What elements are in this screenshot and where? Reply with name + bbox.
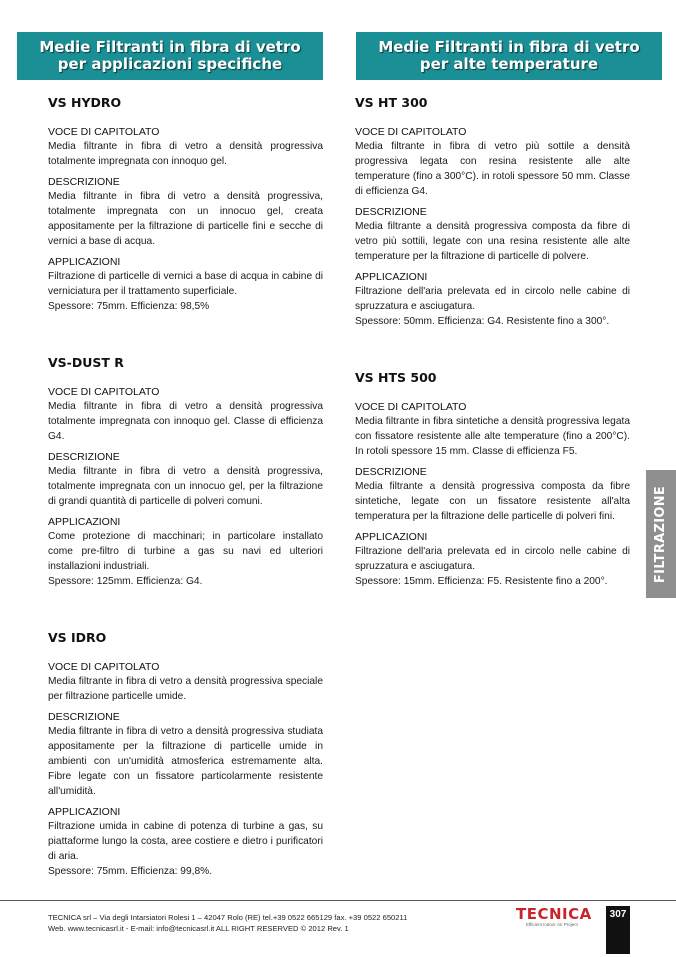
product-vs-ht-300 <box>355 96 630 329</box>
section-body: Media filtrante in fibra di vetro a densità progressiva studiata appositamente per la filtrazione di particelle umide in ambienti con un'umidità atmosferica estremamente alta. Fibre legate con un fissatore particolarmente resistente all'umidità. <box>48 726 323 797</box>
spec-line: Spessore: 125mm. Efficienza: G4. <box>48 576 203 587</box>
footer-contact <box>48 912 407 934</box>
section-heading: VOCE DI CAPITOLATO <box>48 661 160 673</box>
footer-line-address: TECNICA srl – Via degli Intarsiatori Rolesi 1 – 42047 Rolo (RE) tel.+39 0522 665129 fax. +39 0522 650211 <box>48 913 408 922</box>
section-body: Media filtrante in fibra di vetro a densità progressiva totalmente impregnata con innoquo gel. <box>48 141 323 167</box>
banner-left-line1: Medie Filtranti in fibra di vetro <box>39 38 301 56</box>
product-vs-dust-r <box>48 356 323 589</box>
section-body: Filtrazione dell'aria prelevata ed in circolo nelle cabine di spruzzatura e asciugatura. <box>355 546 630 572</box>
section-heading: DESCRIZIONE <box>355 206 427 218</box>
section-heading: DESCRIZIONE <box>48 711 120 723</box>
logo-wordmark: TECNICA <box>516 905 592 923</box>
header-banner-right <box>356 32 662 80</box>
section-heading: APPLICAZIONI <box>48 516 121 528</box>
product-vs-hydro <box>48 96 323 314</box>
section-heading: VOCE DI CAPITOLATO <box>355 126 467 138</box>
section-body: Filtrazione umida in cabine di potenza di turbine a gas, su piattaforme lungo la costa, aree costiere e dietro i purificatori di aria. <box>48 821 323 862</box>
banner-right-line2: per alte temperature <box>419 55 599 73</box>
product-vs-idro <box>48 631 323 879</box>
banner-right-line1: Medie Filtranti in fibra di vetro <box>378 38 640 56</box>
spec-line: Spessore: 75mm. Efficienza: 98,5% <box>48 301 210 312</box>
section-body: Filtrazione dell'aria prelevata ed in circolo nelle cabine di spruzzatura e asciugatura. <box>355 286 630 312</box>
section-heading: DESCRIZIONE <box>48 451 120 463</box>
section-side-tab <box>646 470 676 598</box>
section-body: Media filtrante a densità progressiva composta da fibre di vetro più sottili, legate con una resina resistente alle alte temperature per la filtrazione di particelle di polvere. <box>355 221 630 262</box>
product-title: VS HT 300 <box>355 95 428 110</box>
header-banner-left <box>17 32 323 80</box>
section-body: Media filtrante in fibra di vetro a densità progressiva speciale per filtrazione particelle umide. <box>48 676 323 702</box>
left-column <box>48 96 323 879</box>
section-body: Filtrazione di particelle di vernici a base di acqua in cabine di verniciatura per il trattamento superficiale. <box>48 271 323 297</box>
section-heading: VOCE DI CAPITOLATO <box>48 386 160 398</box>
section-body: Come protezione di macchinari; in particolare installato come pre-filtro di turbine a gas su navi ed ulteriori installazioni industriali. <box>48 531 323 572</box>
logo-tagline: Efficient Indoor Air Project <box>526 922 578 927</box>
tecnica-logo <box>516 906 596 934</box>
spec-line: Spessore: 15mm. Efficienza: F5. Resistente fino a 200°. <box>355 576 608 587</box>
section-body: Media filtrante in fibra di vetro a densità progressiva totalmente impregnata con innoquo gel. Classe di efficienza G4. <box>48 401 323 442</box>
product-title: VS IDRO <box>48 630 107 645</box>
side-tab-label: FILTRAZIONE <box>653 485 669 583</box>
product-title: VS-DUST R <box>48 355 124 370</box>
section-heading: VOCE DI CAPITOLATO <box>355 401 467 413</box>
product-title: VS HYDRO <box>48 95 122 110</box>
spec-line: Spessore: 75mm. Efficienza: 99,8%. <box>48 866 213 877</box>
banner-left-line2: per applicazioni specifiche <box>57 55 283 73</box>
section-body: Media filtrante in fibra di vetro più sottile a densità progressiva legata con resina resistente alle alte temperature (fino a 300°C). in rotoli spessore 50 mm. Classe di efficienza G4. <box>355 141 630 197</box>
product-title: VS HTS 500 <box>355 370 437 385</box>
section-body: Media filtrante in fibra di vetro a densità progressiva, totalmente impregnata con un innocuo gel, creata appositamente per la filtrazione di particelle fini e secche di vernici a base di acqua. <box>48 191 323 247</box>
footer-divider <box>0 900 676 901</box>
section-body: Media filtrante in fibra di vetro a densità progressiva, totalmente impregnata con un innocuo gel, per la filtrazione di grandi quantità di particelle di polveri comuni. <box>48 466 323 507</box>
section-heading: APPLICAZIONI <box>48 256 121 268</box>
section-heading: DESCRIZIONE <box>355 466 427 478</box>
section-heading: APPLICAZIONI <box>355 271 428 283</box>
section-heading: APPLICAZIONI <box>48 806 121 818</box>
section-heading: DESCRIZIONE <box>48 176 120 188</box>
page-number: 307 <box>606 906 630 954</box>
right-column <box>355 96 630 589</box>
section-heading: VOCE DI CAPITOLATO <box>48 126 160 138</box>
footer-line-web: Web. www.tecnicasrl.it - E-mail: info@tecnicasrl.it ALL RIGHT RESERVED © 2012 Rev. 1 <box>48 924 349 933</box>
section-heading: APPLICAZIONI <box>355 531 428 543</box>
section-body: Media filtrante in fibra sintetiche a densità progressiva legata con fissatore resistente alle alte temperature (fino a 200°C). In rotoli spessore 15 mm. Classe di efficienza F5. <box>355 416 630 457</box>
spec-line: Spessore: 50mm. Efficienza: G4. Resistente fino a 300°. <box>355 316 610 327</box>
product-vs-hts-500 <box>355 371 630 589</box>
section-body: Media filtrante a densità progressiva composta da fibre sintetiche, legate con un fissatore resistente all'alta temperatura per la filtrazione delle particelle di polveri fini. <box>355 481 630 522</box>
